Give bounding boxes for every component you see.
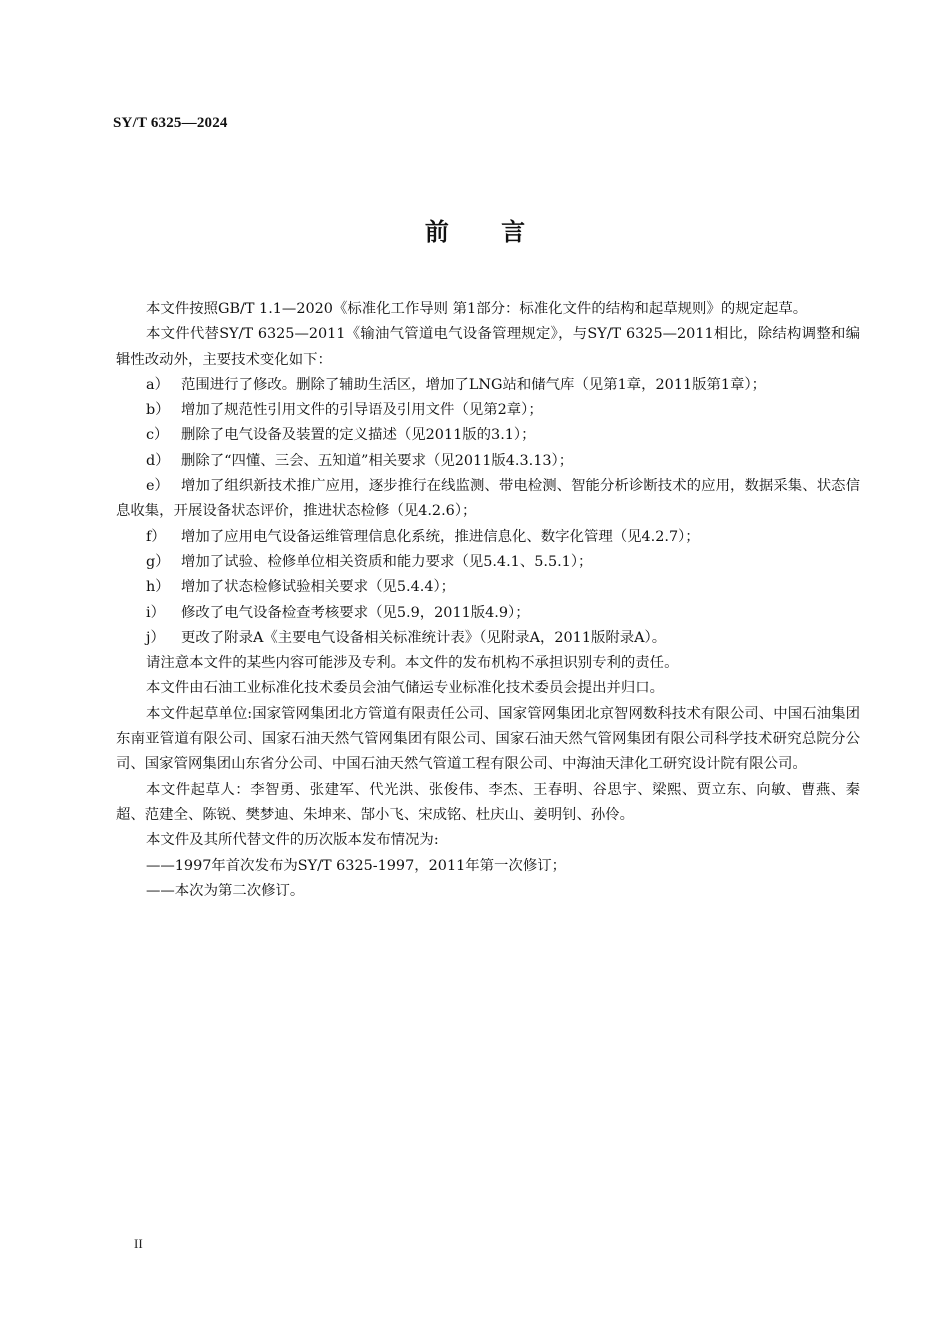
history-item: ——本次为第二次修订。 xyxy=(146,882,305,899)
history-item: ——1997年首次发布为SY/T 6325-1997，2011年第一次修订； xyxy=(146,857,566,874)
item-marker: e） xyxy=(146,478,169,495)
paragraph-drafters: 本文件起草人：李智勇、张建军、代光洪、张俊伟、李杰、王春明、谷思宇、梁熙、贾立东、向敏、曹燕、秦超、范建全、陈锐、樊梦迪、朱坤来、郜小飞、宋成铭、杜庆山、姜明钊、孙伶。 xyxy=(116,781,860,823)
item-text: 删除了“四懂、三会、五知道”相关要求（见2011版4.3.13）； xyxy=(181,452,574,469)
change-item xyxy=(116,373,860,398)
change-item xyxy=(116,423,860,448)
item-marker: b） xyxy=(146,402,170,419)
item-marker: c） xyxy=(146,427,169,444)
page-title: 前 言 xyxy=(424,218,548,246)
change-item xyxy=(116,550,860,575)
paragraph-drafting-units: 本文件起草单位:国家管网集团北方管道有限责任公司、国家管网集团北京智网数科技术有限公司、中国石油集团东南亚管道有限公司、国家石油天然气管网集团有限公司、国家石油天然气管网集团有限公司科学技术研究总院分公司、国家管网集团山东省分公司、中国石油天然气管道工程有限公司、中海油天津化工研究设计院有限公司。 xyxy=(116,705,860,773)
change-item xyxy=(116,575,860,600)
change-item xyxy=(116,626,860,651)
page-number: II xyxy=(134,1236,143,1251)
change-item xyxy=(116,398,860,423)
paragraph-replaces: 本文件代替SY/T 6325—2011《输油气管道电气设备管理规定》，与SY/T 6325—2011相比，除结构调整和编辑性改动外，主要技术变化如下： xyxy=(116,326,860,368)
item-text: 增加了应用电气设备运维管理信息化系统，推进信息化、数字化管理（见4.2.7）； xyxy=(181,528,700,545)
item-marker: h） xyxy=(146,579,170,596)
item-text: 增加了状态检修试验相关要求（见5.4.4）； xyxy=(181,579,456,596)
paragraph-version-history: 本文件及其所代替文件的历次版本发布情况为: xyxy=(146,832,439,849)
item-marker: d） xyxy=(146,452,170,469)
item-text: 增加了组织新技术推广应用，逐步推行在线监测、带电检测、智能分析诊断技术的应用，数据采集、状态信息收集，开展设备状态评价，推进状态检修（见4.2.6）； xyxy=(116,478,860,520)
paragraph-proposer: 本文件由石油工业标准化技术委员会油气储运专业标准化技术委员会提出并归口。 xyxy=(146,680,665,697)
item-marker: a） xyxy=(146,376,169,393)
item-text: 修改了电气设备检查考核要求（见5.9，2011版4.9）； xyxy=(181,604,530,621)
item-text: 范围进行了修改。删除了辅助生活区，增加了LNG站和储气库（见第1章，2011版第1章）； xyxy=(181,376,767,393)
item-text: 更改了附录A《主要电气设备相关标准统计表》（见附录A，2011版附录A）。 xyxy=(181,629,667,646)
document-code: SY/T 6325—2024 xyxy=(113,115,228,131)
item-marker: j） xyxy=(146,629,165,646)
change-item xyxy=(116,525,860,550)
item-marker: g） xyxy=(146,553,170,570)
item-marker: i） xyxy=(146,604,165,621)
paragraph-patent-notice: 请注意本文件的某些内容可能涉及专利。本文件的发布机构不承担识别专利的责任。 xyxy=(146,655,679,672)
item-text: 增加了规范性引用文件的引导语及引用文件（见第2章）； xyxy=(181,402,543,419)
document-body xyxy=(116,297,860,904)
change-item xyxy=(116,601,860,626)
change-item xyxy=(116,449,860,474)
item-marker: f） xyxy=(146,528,166,545)
paragraph-drafting-rules: 本文件按照GB/T 1.1—2020《标准化工作导则 第1部分：标准化文件的结构和起草规则》的规定起草。 xyxy=(146,301,808,317)
item-text: 删除了电气设备及装置的定义描述（见2011版的3.1）； xyxy=(181,427,536,444)
item-text: 增加了试验、检修单位相关资质和能力要求（见5.4.1、5.5.1）； xyxy=(181,553,593,570)
change-item xyxy=(116,474,860,525)
